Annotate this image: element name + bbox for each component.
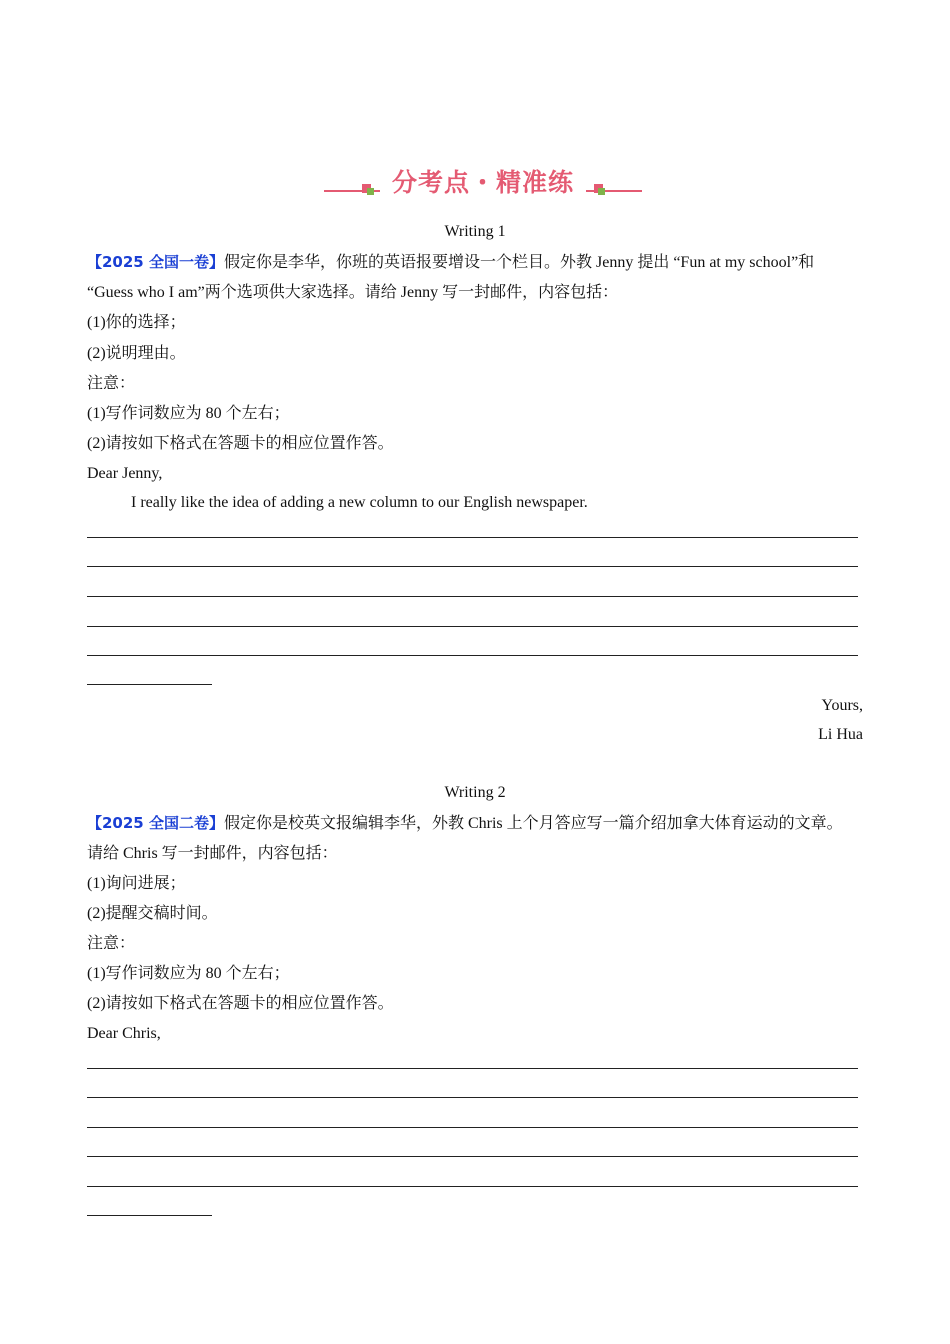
writing1-signature: Li Hua xyxy=(818,726,863,743)
writing2-prompt-line1: 假定你是校英文报编辑李华，外教 Chris 上个月答应写一篇介绍加拿大体育运动的文章。 xyxy=(223,815,843,832)
writing2-prompt xyxy=(87,813,843,834)
writing2-prompt-line2: 请给 Chris 写一封邮件，内容包括： xyxy=(87,845,338,862)
writing2-answer-line[interactable] xyxy=(87,1127,858,1128)
writing2-point2: (2)提醒交稿时间。 xyxy=(87,905,218,922)
banner-title: 分考点・精准练 xyxy=(391,168,574,197)
writing1-salutation: Dear Jenny, xyxy=(87,465,163,482)
writing2-answer-line[interactable] xyxy=(87,1097,858,1098)
writing2-note1: (1)写作词数应为 80 个左右； xyxy=(87,965,290,982)
writing1-note2: (2)请按如下格式在答题卡的相应位置作答。 xyxy=(87,435,394,452)
writing2-heading: Writing 2 xyxy=(444,784,506,801)
writing1-answer-line[interactable] xyxy=(87,537,858,538)
writing1-exam-tag: 【2025 全国一卷】 xyxy=(87,253,224,271)
writing2-salutation: Dear Chris, xyxy=(87,1025,161,1042)
writing2-answer-line[interactable] xyxy=(87,1215,212,1216)
writing1-answer-line[interactable] xyxy=(87,655,858,656)
writing1-note1: (1)写作词数应为 80 个左右； xyxy=(87,405,290,422)
writing1-answer-line[interactable] xyxy=(87,684,212,685)
writing1-opening: I really like the idea of adding a new column to our English newspaper. xyxy=(131,494,588,511)
writing2-note2: (2)请按如下格式在答题卡的相应位置作答。 xyxy=(87,995,394,1012)
writing1-point2: (2)说明理由。 xyxy=(87,345,186,362)
writing1-note-label: 注意： xyxy=(87,375,136,392)
writing2-point1: (1)询问进展； xyxy=(87,875,186,892)
writing1-prompt-line2: “Guess who I am”两个选项供大家选择。请给 Jenny 写一封邮件，内容包括： xyxy=(87,284,619,301)
writing2-answer-line[interactable] xyxy=(87,1156,858,1157)
writing1-closing: Yours, xyxy=(821,697,863,714)
writing2-exam-tag: 【2025 全国二卷】 xyxy=(87,814,224,832)
writing1-answer-line[interactable] xyxy=(87,566,858,567)
writing1-prompt-line1: 假定你是李华，你班的英语报要增设一个栏目。外教 Jenny 提出 “Fun at my school”和 xyxy=(223,254,815,271)
writing2-answer-line[interactable] xyxy=(87,1186,858,1187)
writing1-point1: (1)你的选择； xyxy=(87,314,186,331)
writing2-note-label: 注意： xyxy=(87,935,136,952)
writing1-answer-line[interactable] xyxy=(87,626,858,627)
section-banner xyxy=(322,160,644,204)
writing1-answer-line[interactable] xyxy=(87,596,858,597)
writing2-answer-line[interactable] xyxy=(87,1068,858,1069)
writing1-prompt xyxy=(87,252,814,273)
writing1-heading: Writing 1 xyxy=(444,223,506,240)
